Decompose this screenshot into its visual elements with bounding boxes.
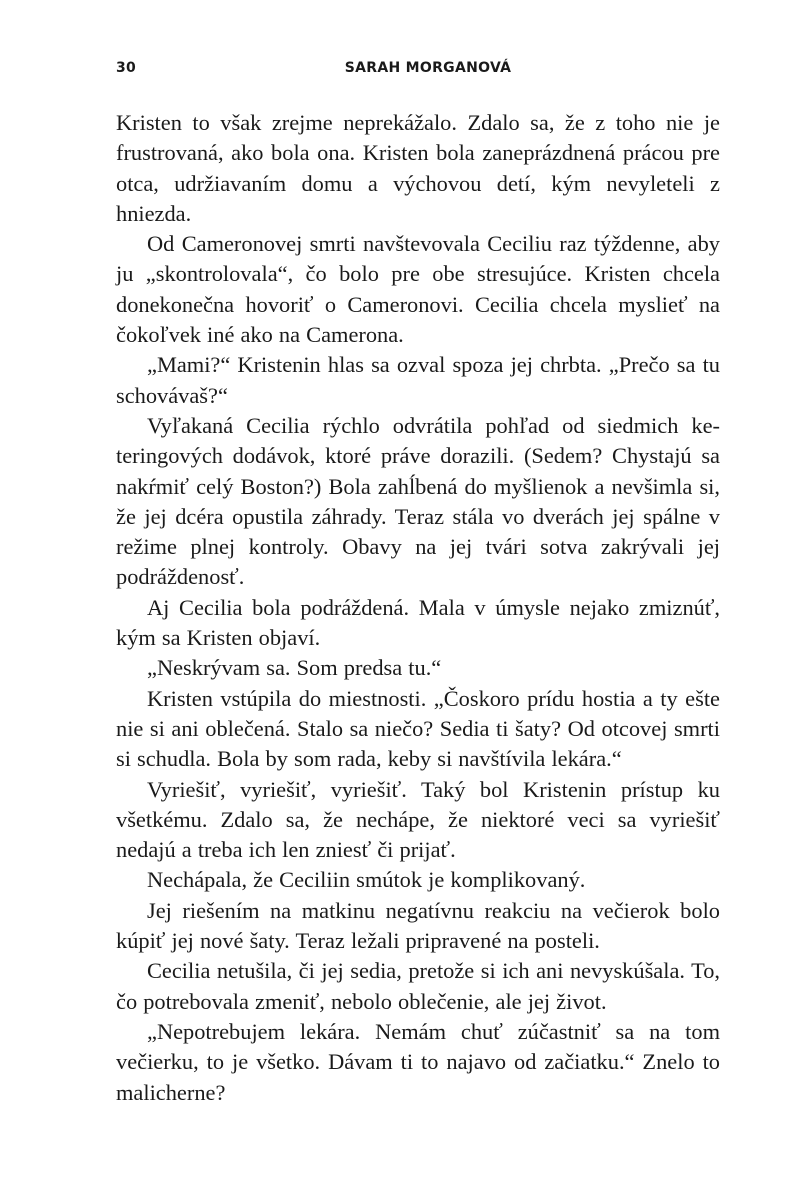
running-head [116, 60, 720, 80]
paragraph: Cecilia netušila, či jej sedia, pretože si ich ani nevyskúšala. To, čo potrebovala zmeniť, nebolo oblečenie, ale jej život. [116, 958, 720, 1014]
paragraph: Jej riešením na matkinu negatívnu reakciu na večierok bolo kúpiť jej nové šaty. Teraz ležali pripravené na posteli. [116, 897, 720, 954]
paragraph: Aj Cecilia bola podráždená. Mala v úmysle nejako zmiznúť, kým sa Kristen objaví. [116, 594, 720, 651]
page-number: 30 [116, 60, 137, 76]
paragraph: Vyľakaná Cecilia rýchlo odvrátila pohľad od siedmich keteringových dodávok, ktoré práve dorazili. (Sedem? Chystajú sa nakŕmiť celý Boston?) Bola zahĺbená do myšlienok a nevšimla si, že jej dcéra opustila záhrady. Teraz stála vo dverách jej spálne v režime plnej kontroly. Obavy na jej tvári sotva zakrývali jej podráždenosť. [116, 412, 720, 590]
running-head-author: SARAH MORGANOVÁ [344, 60, 512, 76]
paragraph: Kristen vstúpila do miestnosti. „Čoskoro prídu hostia a ty ešte nie si ani oblečená. Stalo sa niečo? Sedia ti šaty? Od otcovej smrti si schudla. Bola by som rada, keby si navštívila lekára.“ [116, 685, 720, 772]
body-text [116, 108, 720, 1108]
paragraph: Kristen to však zrejme neprekážalo. Zdalo sa, že z toho nie je frustrovaná, ako bola ona. Kristen bola zaneprázdnená prácou pre otca, udržiavaním domu a výchovou detí, kým nevyleteli z hniezda. [116, 110, 720, 226]
book-page [116, 0, 720, 1190]
paragraph: „Neskrývam sa. Som predsa tu.“ [147, 655, 442, 681]
paragraph: Nechápala, že Ceciliin smútok je komplikovaný. [147, 867, 586, 893]
paragraph: Od Cameronovej smrti navštevovala Ceciliu raz týždenne, aby ju „skontrolovala“, čo bolo pre obe stresujúce. Kristen chcela donekonečna hovoriť o Cameronovi. Cecilia chcela myslieť na čokoľvek iné ako na Camerona. [116, 231, 720, 348]
paragraph: „Mami?“ Kristenin hlas sa ozval spoza jej chrbta. „Prečo sa tu schovávaš?“ [116, 352, 720, 408]
paragraph: „Nepotrebujem lekára. Nemám chuť zúčastniť sa na tom večierku, to je všetko. Dávam ti to najavo od začiatku.“ Znelo to malicherne? [116, 1018, 720, 1105]
paragraph: Vyriešiť, vyriešiť, vyriešiť. Taký bol Kristenin prístup ku všetkému. Zdalo sa, že nechápe, že niektoré veci sa vyriešiť nedajú a treba ich len zniesť či prijať. [116, 776, 720, 863]
